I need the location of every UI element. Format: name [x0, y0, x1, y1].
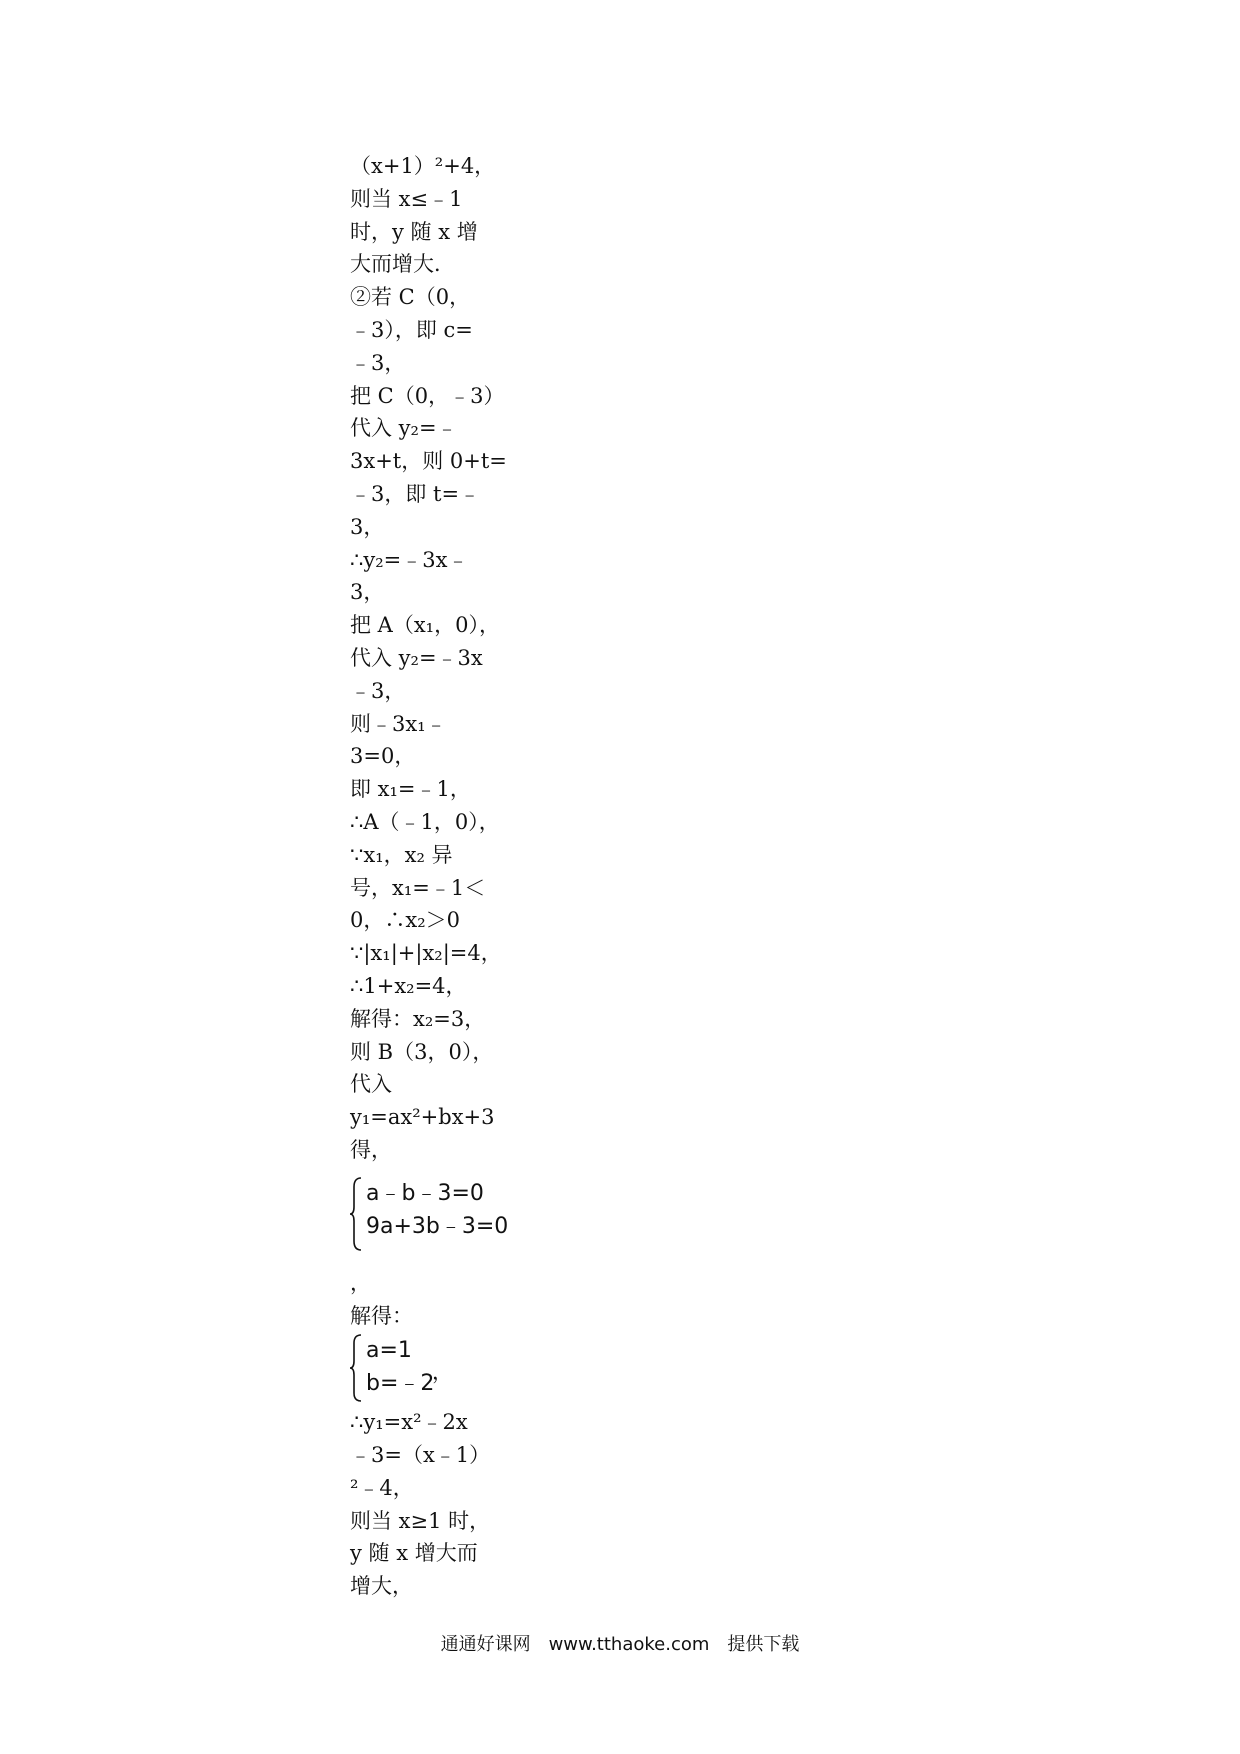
equation-row: 9a+3b﹣3=0 — [366, 1213, 509, 1239]
solution-text — [350, 150, 570, 1603]
equation-row: b=﹣2 — [366, 1371, 435, 1397]
text-line: ∴y₁=x²﹣2x — [350, 1410, 468, 1435]
text-line: 解得：x₂=3， — [350, 1006, 486, 1031]
text-line: 把 A（x₁，0）， — [350, 613, 500, 638]
comma-line: ， — [350, 1270, 371, 1295]
system-trailing-comma: ， — [432, 1360, 453, 1385]
text-line: （x+1）²+4， — [350, 154, 496, 178]
text-line: ﹣3），即 c= — [350, 317, 473, 342]
text-line: 号，x₁=﹣1＜ — [350, 875, 486, 900]
equation-system-1 — [350, 1177, 570, 1251]
text-line: 则当 x≤﹣1 — [350, 186, 463, 211]
text-line: 代入 y₂=﹣3x — [350, 645, 483, 670]
text-line: ²﹣4， — [350, 1475, 414, 1500]
text-line: ∴y₂=﹣3x﹣ — [350, 547, 469, 572]
text-line: ﹣3， — [350, 678, 406, 703]
text-line: 则﹣3x₁﹣ — [350, 711, 447, 736]
text-line: 即 x₁=﹣1， — [350, 777, 471, 802]
left-brace-icon — [350, 1177, 362, 1251]
text-line: 3， — [350, 514, 385, 539]
text-line: 3x+t，则 0+t= — [350, 449, 507, 474]
solution-lines-part-1 — [350, 150, 570, 1167]
text-line: 则当 x≥1 时， — [350, 1508, 491, 1533]
text-line: ∴1+x₂=4， — [350, 973, 467, 998]
text-line: ∵x₁，x₂ 异 — [350, 842, 453, 867]
equation-system-2 — [350, 1334, 570, 1402]
text-line: 把 C（0，﹣3） — [350, 383, 505, 408]
text-line: ﹣3， — [350, 350, 406, 375]
left-brace-icon — [350, 1334, 362, 1402]
solution-lines-part-2 — [350, 1406, 570, 1603]
text-line: 大而增大． — [350, 252, 455, 277]
text-line: 时，y 随 x 增 — [350, 219, 478, 244]
text-line: 3=0， — [350, 744, 416, 769]
text-line: y₁=ax²+bx+3 — [350, 1105, 495, 1130]
text-line: 则 B（3，0）， — [350, 1039, 494, 1064]
text-line: ②若 C（0， — [350, 285, 471, 310]
solve-label: 解得： — [350, 1303, 413, 1328]
text-line: 3， — [350, 580, 385, 605]
equation-row: a﹣b﹣3=0 — [366, 1180, 484, 1206]
text-line: y 随 x 增大而 — [350, 1541, 478, 1566]
text-line: 代入 y₂=﹣ — [350, 416, 458, 441]
text-line: ∴A（﹣1，0）， — [350, 809, 500, 834]
text-line: 0，∴x₂＞0 — [350, 908, 460, 933]
text-line: ﹣3=（x﹣1） — [350, 1443, 491, 1468]
equation-row: a=1 — [366, 1338, 412, 1364]
text-line: 代入 — [350, 1072, 392, 1097]
text-line: ∵|x₁|+|x₂|=4， — [350, 941, 502, 966]
text-line: 得， — [350, 1137, 392, 1162]
text-line: ﹣3，即 t=﹣ — [350, 481, 481, 506]
text-line: 增大， — [350, 1574, 413, 1599]
page-footer: 通通好课网 www.tthaoke.com 提供下载 — [440, 1634, 800, 1655]
